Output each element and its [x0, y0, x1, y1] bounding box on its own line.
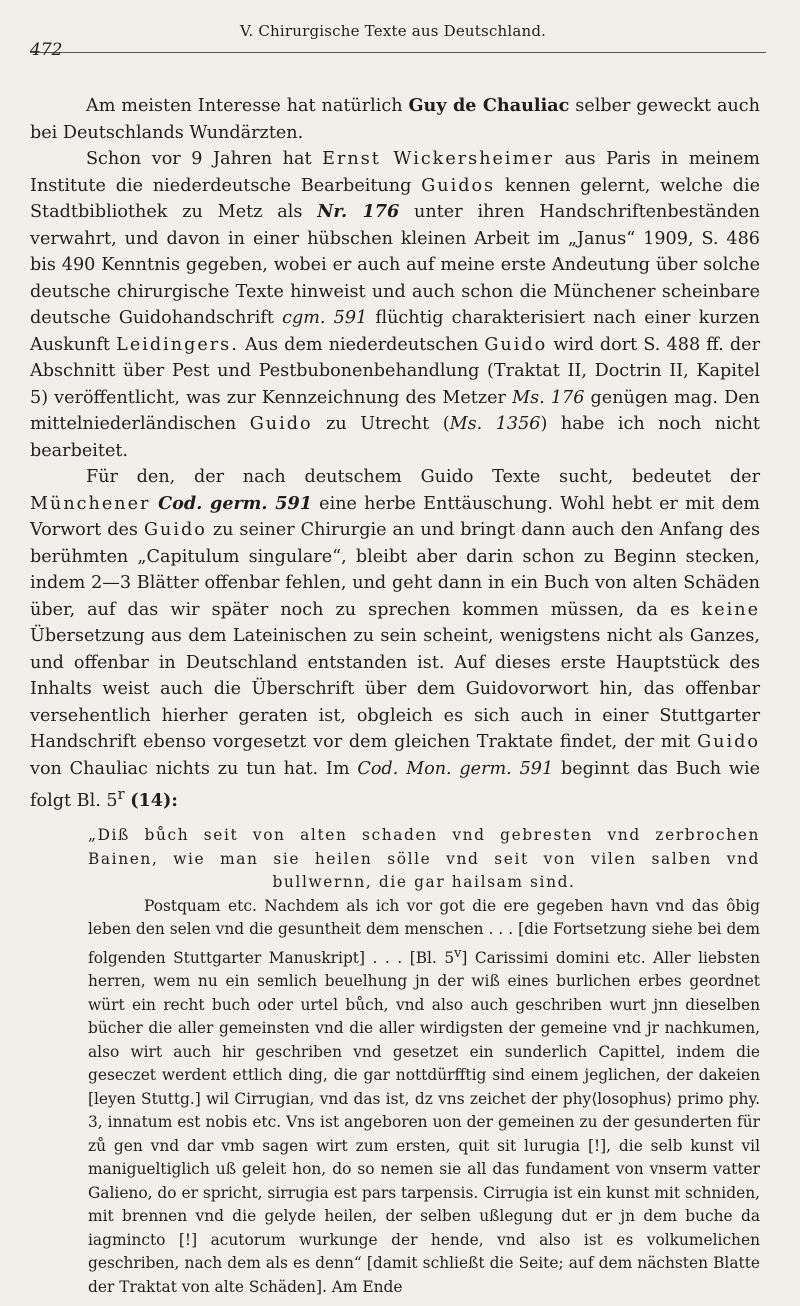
person-name: Guidos — [421, 175, 496, 196]
person-name: Guido — [484, 334, 548, 355]
text-run: Schon vor 9 Jahren hat — [86, 149, 323, 169]
manuscript-number: Cod. germ. 591 — [150, 492, 312, 514]
main-text — [30, 93, 760, 814]
manuscript-ref: cgm. 591 — [282, 308, 368, 328]
text-run: aus Paris in meinem Institute die niederdeutsche Bearbeitung — [30, 149, 760, 196]
paragraph-1 — [30, 93, 760, 146]
manuscript-number: Nr. 176 — [317, 201, 400, 222]
text-run: eine herbe Enttäuschung. Wohl hebt er mit dem Vorwort des — [30, 493, 760, 540]
block-quote — [88, 824, 760, 1299]
text-run: zu Utrecht ( — [312, 414, 450, 434]
manuscript-ref: Ms. 176 — [512, 387, 585, 408]
text-run: kennen gelernt, welche die Stadtbibliothek zu Metz als — [30, 175, 760, 222]
superscript: v — [454, 945, 462, 961]
text-run: wird dort S. 488 ff. der Abschnitt über Pest und Pestbubonenbehandlung (Traktat II, Doctrin II, Kapitel 5) veröffentlicht, was zur Kennzeichnung des Metzer — [30, 334, 761, 408]
person-name: Leidingers. — [116, 334, 239, 355]
reference-number: (14): — [130, 789, 178, 811]
superscript: r — [117, 786, 125, 803]
text-run: zu seiner Chirurgie an und bringt dann auch den Anfang des berühmten „Capitulum singulare“, bleibt aber darin schon zu Beginn stecken, indem 2—3 Blätter offenbar fehlen, und geht dann in ein Buch von alten Schäden über, auf das wir später noch zu sprechen kommen müssen, da es — [30, 520, 760, 620]
text-run: selber geweckt auch bei Deutschlands Wundärzten. — [30, 96, 760, 143]
text-run: Postquam etc. Nachdem als ich vor got die ere gegeben havn vnd das ôbig leben den selen vnd die gesuntheit dem menschen . . . [die Fortsetzung siehe bei dem folgenden Stuttgarter Manuskript] . . . [Bl. 5 — [88, 896, 760, 967]
text-run: Übersetzung aus dem Lateinischen zu sein scheint, wenigstens nicht als Ganzes, und offenbar in Deutschland entstanden ist. Auf dieses erste Hauptstück des Inhalts weist auch die Überschrift über dem Guidovorwort hin, das offenbar versehentlich hierher geraten ist, obgleich es sich auch in einer Stuttgarter Handschrift ebenso vorgesetzt vor dem gleichen Traktate findet, der mit — [30, 626, 760, 752]
text-run: von Chauliac nichts zu tun hat. Im — [30, 758, 358, 779]
author-name: Guy de Chauliac — [408, 95, 570, 116]
text-run: flüchtig charakterisiert nach einer kurzen Auskunft — [30, 308, 760, 355]
quote-title-line: „Diß bůch seit von alten schaden vnd gebresten vnd zerbrochen — [88, 826, 760, 845]
page-header — [30, 18, 766, 60]
text-run: ] Carissimi domini etc. Aller liebsten herren, wem nu ein semlich beuelhung jn der wiß eines burlichen erbes geordnet würt ein recht buch oder urtel bůch, vnd also auch geschriben wurt jnn dieselben bücher die aller gemeinsten vnd die aller wirdigsten der gemeine vnd jr nachkumen, also wirt auch hir geschriben vnd gesetzet ein sunderlich Capittel, indem die geseczet werdent ettlich ding, die gar nottdürfftig sind einem jeglichen, der dakeien [leyen Stuttg.] wil Cirrugian, vnd das ist, dz vns zeichet der phy⟨losophus⟩ primo phy. 3, innatum est nobis etc. Vns ist angeboren uon der gemeinen zu der gesunderten für zů gen vnd dar vmb sagen wirt zum ersten, quit sit lurugia [!], die selb kunst vil manigueltiglich uß geleit hon, do so nemen sie all das fundament von vnserm vatter Galieno, do er spricht, sirrugia est pars tarpensis. Cirrugia ist ein kunst mit schniden, mit brennen vnd die gelyde heilen, der selben ußlegung dut er jn dem buche da iagmincto [!] acutorum wurkunge der hende, vnd also ist es volkumelichen geschriben, nach dem als es denn“ [damit schließt die Seite; auf dem nächsten Blatte der Traktat von alte Schäden]. Am Ende — [88, 948, 760, 1296]
emphasis: keine — [701, 599, 760, 620]
page-number: 472 — [30, 40, 63, 60]
quote-title-line: bullwernn, die gar hailsam sind. — [272, 873, 576, 892]
quote-body — [88, 895, 760, 1300]
manuscript-ref: Ms. 1356 — [449, 414, 541, 434]
paragraph-2 — [30, 146, 760, 464]
quote-title-line: Bainen, wie man sie heilen sölle vnd seit von vilen salben vnd — [88, 849, 760, 868]
text-run: genügen mag. Den mittelniederländischen — [30, 387, 760, 434]
person-name: Guido — [697, 732, 760, 752]
paragraph-3 — [30, 464, 760, 814]
text-run: Am meisten Interesse hat natürlich — [86, 96, 409, 116]
place-name: Münchener — [30, 493, 151, 514]
text-run: Aus dem niederdeutschen — [238, 334, 485, 355]
running-head: V. Chirurgische Texte aus Deutschland. — [240, 22, 547, 40]
text-run: Für den, der nach deutschem Guido Texte sucht, bedeutet der — [86, 467, 760, 487]
manuscript-ref: Cod. Mon. germ. 591 — [357, 758, 554, 779]
person-name: Guido — [143, 520, 207, 540]
text-run: unter ihren Handschriftenbeständen verwahrt, und davon in einer hübschen kleinen Arbeit im „Janus“ 1909, S. 486 bis 490 Kenntnis gegeben, wobei er auch auf meine erste Andeutung über solche deutsche chirurgische Texte hinweist und auch schon die Münchener scheinbare deutsche Guidohandschrift — [30, 202, 760, 328]
text-run: beginnt das Buch wie folgt Bl. 5 — [30, 758, 760, 811]
person-name: Ernst Wickersheimer — [322, 149, 555, 169]
text-run: ) habe ich noch nicht bearbeitet. — [30, 414, 760, 461]
person-name: Guido — [249, 414, 313, 434]
